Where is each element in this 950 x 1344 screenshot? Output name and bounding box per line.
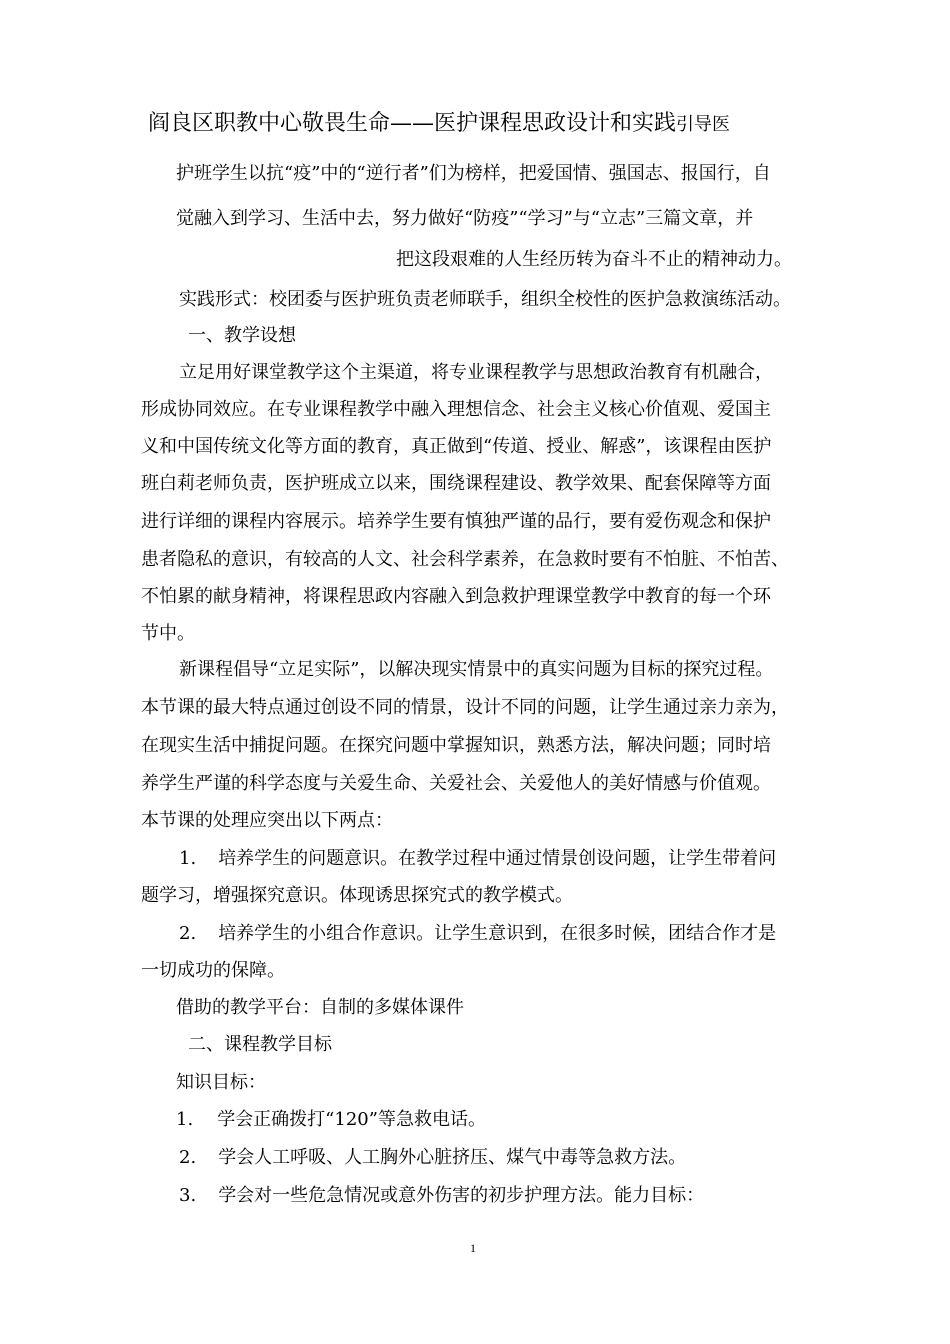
paragraph-line: 班白莉老师负责，医护班成立以来，围绕课程建设、教学效果、配套保障等方面 [141, 473, 771, 494]
intro-line: 觉融入到学习、生活中去，努力做好“防疫”“学习”与“立志”三篇文章，并 [176, 208, 754, 229]
knowledge-label: 知识目标： [176, 1072, 266, 1093]
intro-line: 把这段艰难的人生经历转为奋斗不止的精神动力。 [396, 249, 792, 270]
list-number: 1. [179, 848, 197, 869]
practice-form: 实践形式：校团委与医护班负责老师联手，组织全校性的医护急救演练活动。 [179, 289, 791, 310]
paragraph-line: 患者隐私的意识，有较高的人文、社会科学素养，在急救时要有不怕脏、不怕苦、 [141, 549, 789, 570]
paragraph-line: 形成协同效应。在专业课程教学中融入理想信念、社会主义核心价值观、爱国主 [141, 399, 771, 420]
paragraph-line: 本节课的处理应突出以下两点： [141, 810, 393, 831]
list-item-continuation: 题学习，增强探究意识。体现诱思探究式的教学模式。 [141, 885, 573, 906]
section-heading: 二、课程教学目标 [188, 1034, 332, 1055]
list-item-continuation: 一切成功的保障。 [141, 960, 285, 981]
teaching-platform: 借助的教学平台：自制的多媒体课件 [176, 997, 464, 1018]
list-item [179, 922, 776, 946]
paragraph-line: 养学生严谨的科学态度与关爱生命、关爱社会、关爱他人的美好情感与价值观。 [141, 773, 771, 794]
list-number: 2. [179, 923, 197, 944]
list-item [176, 1108, 486, 1132]
paragraph-line: 不怕累的献身精神，将课程思政内容融入到急救护理课堂教学中教育的每一个环 [141, 586, 771, 607]
paragraph-line: 义和中国传统文化等方面的教育，真正做到“传道、授业、解惑”，该课程由医护 [141, 436, 772, 457]
list-text: 培养学生的问题意识。在教学过程中通过情景创设问题，让学生带着问 [218, 848, 777, 869]
page-number: 1 [470, 1241, 476, 1255]
list-text: 学会人工呼吸、人工胸外心脏挤压、煤气中毒等急救方法。 [218, 1147, 687, 1168]
list-number: 2. [179, 1147, 197, 1168]
intro-line: 护班学生以抗“疫”中的“逆行者”们为榜样，把爱国情、强国志、报国行，自 [176, 163, 771, 184]
paragraph-line: 节中。 [141, 623, 195, 644]
list-text: 培养学生的小组合作意识。让学生意识到，在很多时候，团结合作才是 [218, 923, 777, 944]
list-item [179, 847, 776, 871]
list-text: 学会对一些危急情况或意外伤害的初步护理方法。能力目标： [218, 1185, 705, 1206]
list-number: 3. [179, 1185, 197, 1206]
list-item [179, 1184, 704, 1208]
section-heading: 一、教学设想 [188, 325, 296, 346]
paragraph-line: 新课程倡导“立足实际”，以解决现实情景中的真实问题为目标的探究过程。 [179, 659, 774, 680]
paragraph-line: 立足用好课堂教学这个主渠道，将专业课程教学与思想政治教育有机融合， [179, 362, 773, 383]
list-item [179, 1146, 686, 1170]
list-number: 1. [176, 1109, 194, 1130]
list-text: 学会正确拨打“120”等急救电话。 [217, 1109, 486, 1130]
paragraph-line: 本节课的最大特点通过创设不同的情景，设计不同的问题，让学生通过亲力亲为， [141, 697, 789, 718]
paragraph-line: 在现实生活中捕捉问题。在探究问题中掌握知识，熟悉方法，解决问题；同时培 [141, 735, 771, 756]
paragraph-line: 进行详细的课程内容展示。培养学生要有慎独严谨的品行，要有爱伤观念和保护 [141, 511, 771, 532]
document-title: 阎良区职教中心敬畏生命——医护课程思政设计和实践引导医 [148, 111, 731, 136]
